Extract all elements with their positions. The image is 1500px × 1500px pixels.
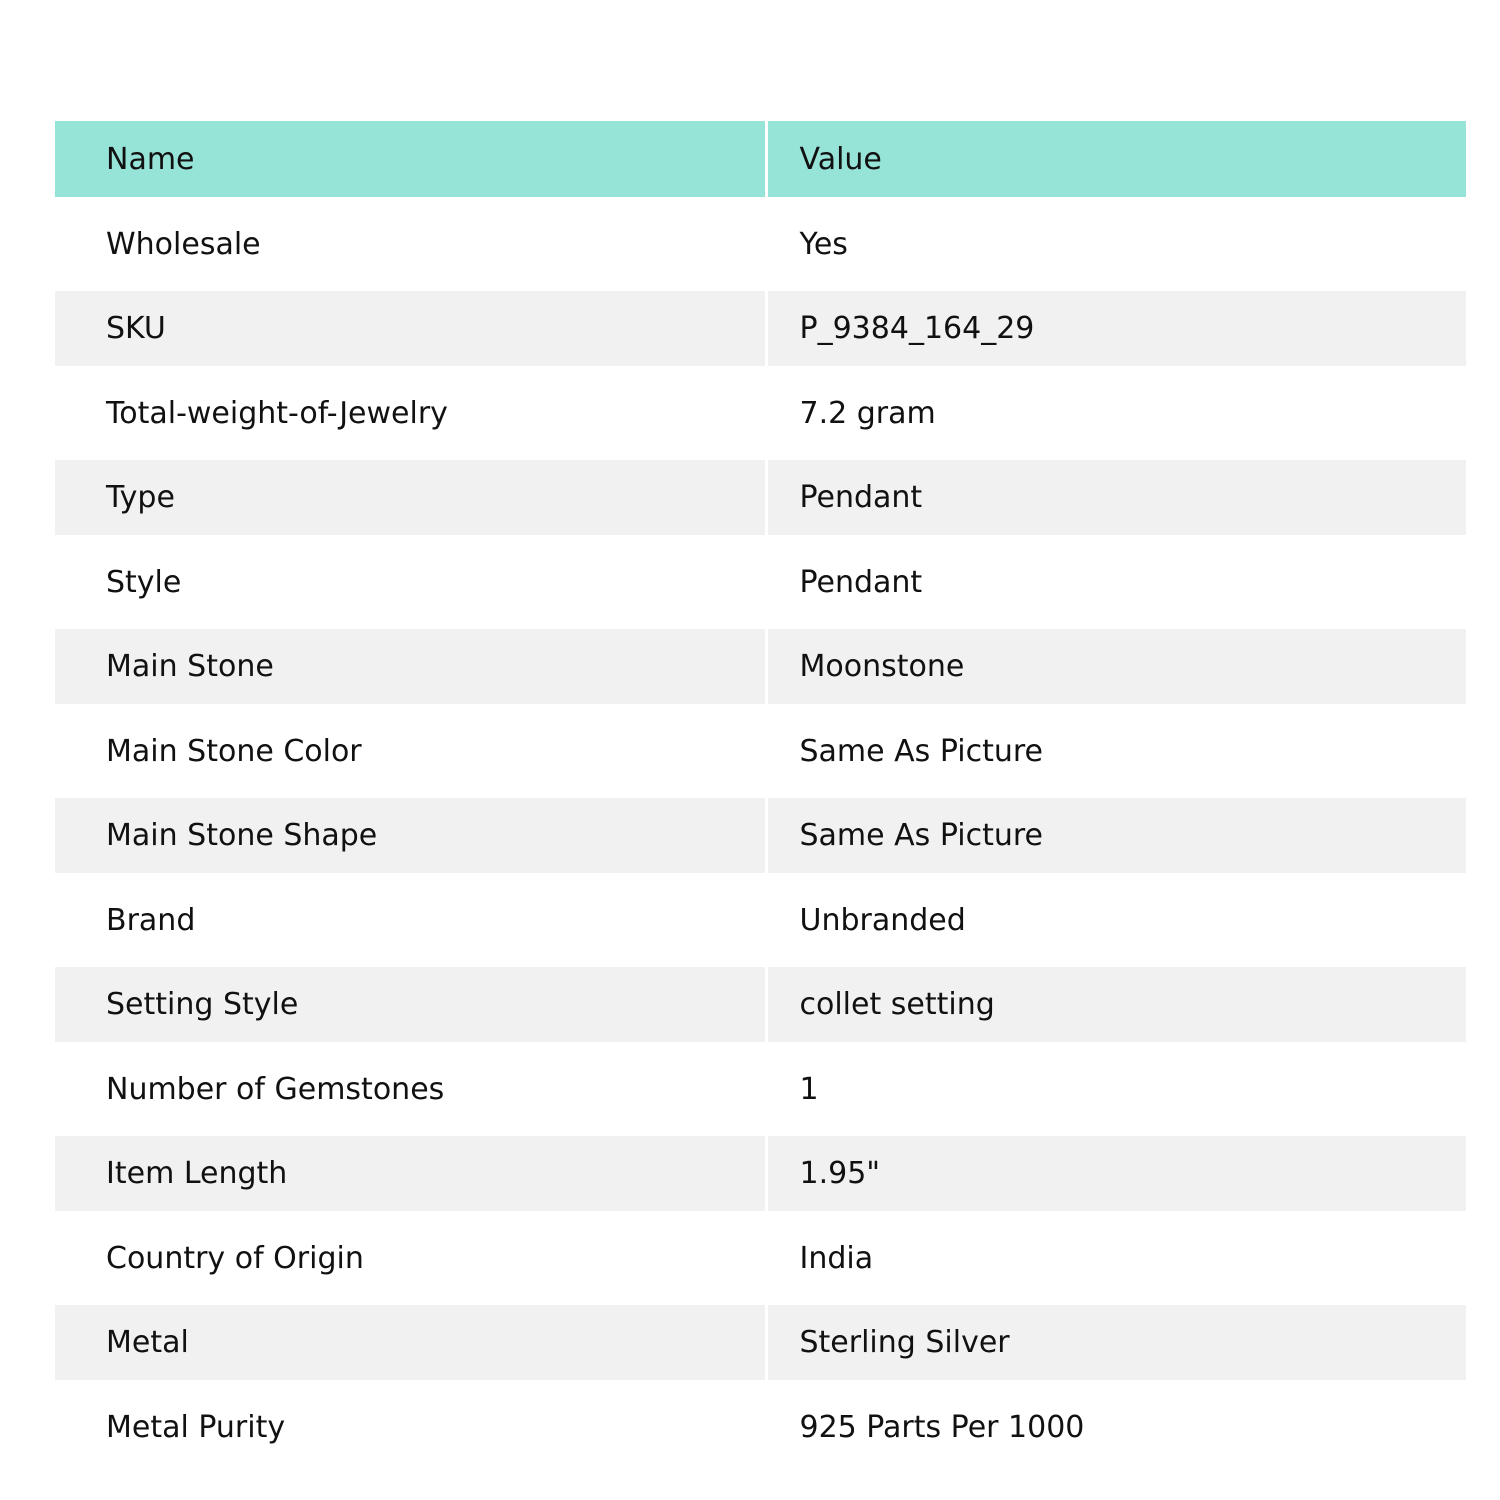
spec-value: Pendant	[799, 480, 923, 515]
spec-name: Brand	[55, 873, 766, 967]
spec-value: Sterling Silver	[799, 1325, 1010, 1360]
spec-value: P_9384_164_29	[799, 311, 1035, 346]
spec-name: Main Stone	[55, 629, 766, 704]
spec-value: 925 Parts Per 1000	[799, 1409, 1085, 1445]
spec-name: Total-weight-of-Jewelry	[55, 366, 766, 460]
table-row	[55, 291, 1466, 366]
spec-value: India	[799, 1240, 874, 1276]
spec-value: Same As Picture	[799, 733, 1044, 769]
spec-value: Pendant	[799, 564, 923, 600]
spec-name: Main Stone Color	[55, 704, 766, 798]
column-header-value: Value	[799, 141, 882, 177]
table-header	[55, 121, 1466, 197]
header-row	[55, 121, 1466, 197]
table-body	[55, 197, 1466, 1474]
spec-value: 1	[799, 1071, 819, 1107]
spec-value: collet setting	[799, 987, 995, 1022]
spec-value: Unbranded	[799, 902, 966, 938]
table-row	[55, 967, 1466, 1042]
table-row	[55, 1136, 1466, 1211]
table-row	[55, 798, 1466, 873]
spec-value: Yes	[799, 226, 848, 262]
spec-name: Wholesale	[55, 197, 766, 291]
table-row	[55, 535, 1466, 629]
spec-name: Number of Gemstones	[55, 1042, 766, 1136]
spec-name: Country of Origin	[55, 1211, 766, 1305]
spec-name: Metal	[55, 1305, 766, 1380]
table-row	[55, 366, 1466, 460]
product-specs-table	[55, 121, 1466, 1474]
table-row	[55, 1305, 1466, 1380]
table-row	[55, 873, 1466, 967]
column-header-name: Name	[55, 121, 766, 197]
table-row	[55, 704, 1466, 798]
spec-name: SKU	[55, 291, 766, 366]
table-row	[55, 197, 1466, 291]
spec-value: 1.95"	[799, 1156, 881, 1191]
spec-name: Style	[55, 535, 766, 629]
table-row	[55, 460, 1466, 535]
spec-name: Setting Style	[55, 967, 766, 1042]
table-row	[55, 1211, 1466, 1305]
spec-name: Type	[55, 460, 766, 535]
spec-value: Moonstone	[799, 649, 965, 684]
spec-value: Same As Picture	[799, 818, 1044, 853]
table-row	[55, 1380, 1466, 1474]
spec-name: Metal Purity	[55, 1380, 766, 1474]
spec-name: Item Length	[55, 1136, 766, 1211]
table-row	[55, 629, 1466, 704]
spec-name: Main Stone Shape	[55, 798, 766, 873]
spec-value: 7.2 gram	[799, 395, 936, 431]
table-row	[55, 1042, 1466, 1136]
